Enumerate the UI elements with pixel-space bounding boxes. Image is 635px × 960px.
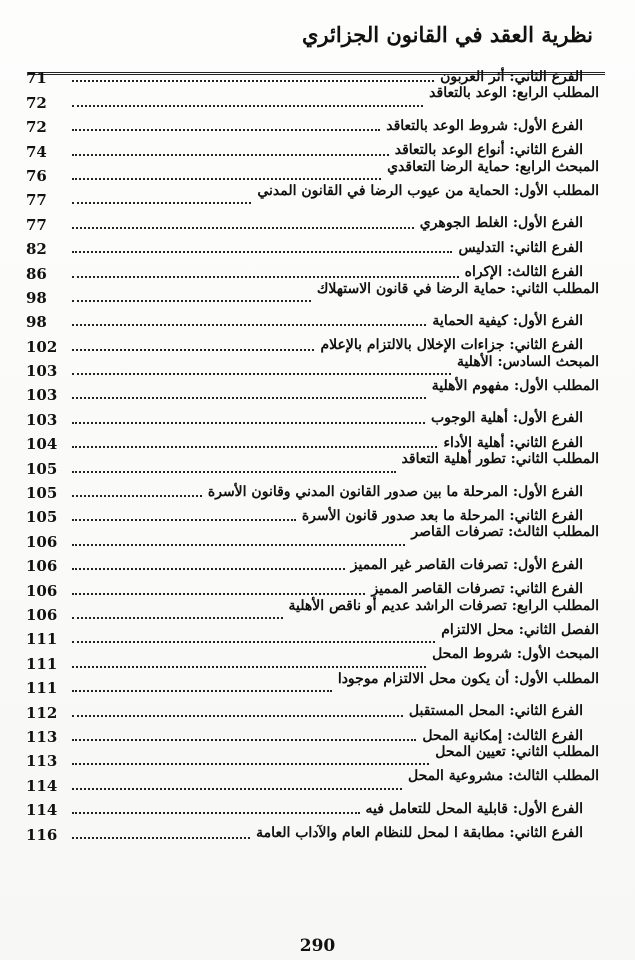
toc-entry-title: المحل المستقبل — [408, 703, 505, 720]
toc-entry-title: التدليس — [458, 239, 505, 256]
toc-entry-label: المطلب الثالث: — [508, 768, 599, 785]
toc-entry — [26, 743, 599, 771]
toc-entry — [26, 377, 599, 405]
toc-entry-text — [302, 508, 583, 524]
toc-entry-text — [256, 825, 583, 841]
dot-leader — [72, 324, 426, 326]
toc-page-number: 98 — [26, 313, 47, 332]
toc-page-number: 102 — [26, 337, 58, 356]
toc-entry — [26, 572, 599, 600]
toc-entry-title: الإكراه — [464, 264, 503, 281]
toc-entry-text — [208, 484, 583, 500]
toc-entry-label: الفرع الأول: — [512, 410, 583, 427]
page-number: 290 — [299, 936, 336, 956]
toc-entry-text — [366, 801, 583, 817]
toc-entry-title: تصرفات الراشد عديم أو ناقص الأهلية — [288, 597, 507, 614]
dot-leader — [72, 276, 459, 278]
dot-leader — [72, 519, 296, 521]
toc-entry-text — [409, 703, 583, 719]
toc-page-number: 105 — [26, 459, 58, 478]
toc-entry-label: الفصل الثاني: — [518, 621, 599, 638]
toc-entry — [26, 401, 599, 429]
toc-entry-text — [435, 744, 599, 760]
toc-page-number: 106 — [26, 581, 58, 600]
toc-entry — [26, 255, 599, 283]
dot-leader — [72, 446, 437, 448]
toc-entry-label: المطلب الثالث: — [508, 524, 599, 541]
toc-entry — [26, 280, 599, 307]
toc-page-number: 111 — [26, 654, 58, 673]
toc-page-number: 72 — [26, 118, 47, 137]
dot-leader — [72, 617, 283, 619]
toc-entry-text — [458, 240, 583, 256]
dot-leader — [72, 373, 451, 375]
toc-entry-text — [371, 581, 583, 597]
dot-leader — [72, 422, 425, 424]
toc-entry — [26, 475, 599, 503]
toc-entry-title: تعيين المحل — [435, 743, 506, 760]
toc-entry-title: إمكانية المحل — [422, 727, 503, 744]
toc-entry-text — [441, 622, 599, 638]
dot-leader — [72, 202, 251, 204]
toc-entry-label: الفرع الثاني: — [509, 581, 583, 598]
toc-entry-title: شروط الوعد بالتعاقد — [386, 117, 508, 134]
toc-entry-label: الفرع الثاني: — [509, 142, 583, 159]
toc-entry-text — [440, 69, 583, 85]
toc-entry-text — [387, 159, 599, 175]
toc-entry-text — [420, 215, 583, 231]
toc-entry-text — [386, 118, 583, 134]
toc-page-number: 114 — [26, 801, 58, 820]
dot-leader — [72, 471, 396, 473]
dot-leader — [72, 739, 416, 741]
dot-leader — [72, 397, 426, 399]
toc-entry-text — [457, 354, 599, 370]
toc-entry-text — [395, 142, 583, 158]
toc-entry-text — [422, 728, 583, 744]
toc-entry — [26, 84, 599, 112]
toc-entry-label: المطلب الأول: — [514, 670, 599, 687]
toc-entry-title: تصرفات القاصر غير المميز — [350, 556, 508, 573]
toc-page-number: 98 — [26, 288, 47, 307]
toc-entry-title: مشروعية المحل — [407, 768, 504, 785]
toc-page-number: 106 — [26, 557, 58, 576]
toc-page-number: 103 — [26, 410, 58, 429]
toc-entry — [26, 767, 599, 795]
toc-entry-title: الوعد بالتعاقد — [429, 85, 507, 102]
toc-entry — [26, 60, 599, 88]
toc-entry-title: حماية الرضا في قانون الاستهلاك — [316, 280, 506, 297]
toc-entry-text — [338, 671, 599, 687]
toc-page-number: 103 — [26, 362, 58, 381]
toc-entry-label: المطلب الثاني: — [510, 280, 599, 297]
header-title: نظرية العقد في القانون الجزائري — [301, 22, 593, 47]
toc-entry-label: الفرع الأول: — [512, 800, 583, 817]
table-of-contents — [26, 60, 599, 844]
toc-entry-title: كيفية الحماية — [432, 312, 508, 329]
toc-page-number: 111 — [26, 630, 58, 649]
dot-leader — [72, 544, 405, 546]
dot-leader — [72, 593, 365, 595]
dot-leader — [72, 349, 314, 351]
toc-entry-label: المبحث الرابع: — [514, 158, 599, 175]
dot-leader — [72, 251, 452, 253]
toc-entry-title: قابلية المحل للتعامل فيه — [365, 800, 508, 817]
toc-entry-label: الفرع الأول: — [512, 556, 583, 573]
toc-entry-title: مطابقة ا لمحل للنظام العام والآداب العامة — [256, 825, 505, 842]
toc-entry-title: تصرفات القاصر المميز — [371, 581, 505, 598]
toc-entry-text — [411, 524, 599, 540]
toc-page-number: 113 — [26, 752, 58, 771]
toc-entry-label: الفرع الثاني: — [509, 69, 583, 85]
toc-entry-text — [408, 768, 599, 784]
toc-entry — [26, 328, 599, 356]
toc-entry-title: شروط المحل — [432, 646, 513, 663]
toc-entry — [26, 597, 599, 624]
toc-entry — [26, 206, 599, 234]
toc-entry — [26, 109, 599, 137]
dot-leader — [72, 80, 434, 82]
toc-entry — [26, 719, 599, 746]
running-header — [0, 22, 635, 52]
toc-entry-title: أهلية الأداء — [443, 434, 505, 451]
toc-entry-label: المطلب الأول: — [514, 182, 599, 199]
toc-entry — [26, 621, 599, 649]
toc-entry-label: الفرع الثالث: — [506, 264, 583, 281]
toc-entry-text — [432, 313, 583, 329]
dot-leader — [72, 495, 202, 497]
toc-page-number: 77 — [26, 215, 47, 234]
toc-entry — [26, 426, 599, 454]
toc-entry — [26, 158, 599, 185]
toc-entry-title: أثر العربون — [440, 69, 505, 85]
toc-entry-title: الغلط الجوهري — [419, 215, 508, 232]
toc-page-number: 71 — [26, 69, 47, 88]
dot-leader — [72, 178, 381, 180]
toc-entry-text — [321, 337, 584, 353]
toc-entry — [26, 353, 599, 381]
toc-entry-title: محل الالتزام — [441, 621, 514, 638]
toc-entry-title: تصرفات القاصر — [411, 524, 504, 541]
dot-leader — [72, 666, 426, 668]
dot-leader — [72, 690, 332, 692]
toc-entry-title: المرحلة ما بين صدور القانون المدني وقانون الأسرة — [207, 483, 508, 500]
toc-entry-label: الفرع الثاني: — [509, 239, 583, 256]
toc-page-number: 116 — [26, 825, 58, 844]
dot-leader — [72, 227, 414, 229]
toc-entry — [26, 792, 599, 820]
dot-leader — [72, 837, 250, 839]
toc-entry-label: الفرع الأول: — [512, 215, 583, 232]
toc-page-number: 76 — [26, 166, 47, 185]
toc-entry-title: الحماية من عيوب الرضا في القانون المدني — [257, 182, 510, 199]
toc-page-number: 104 — [26, 435, 58, 454]
toc-entry-text — [429, 85, 599, 101]
toc-page-number: 114 — [26, 776, 58, 795]
dot-leader — [72, 568, 345, 570]
toc-entry — [26, 670, 599, 698]
toc-entry-label: المبحث السادس: — [497, 353, 599, 370]
toc-entry-text — [432, 378, 599, 394]
toc-entry-label: الفرع الثاني: — [509, 703, 583, 720]
toc-entry-label: الفرع الأول: — [512, 312, 583, 329]
toc-page-number: 113 — [26, 727, 58, 746]
toc-entry-text — [289, 598, 599, 614]
toc-entry-title: جزاءات الإخلال بالالتزام بالإعلام — [320, 337, 505, 354]
dot-leader — [72, 300, 311, 302]
toc-entry-text — [443, 435, 583, 451]
toc-page-number: 103 — [26, 386, 58, 405]
toc-entry-title: أن يكون محل الالتزام موجودا — [337, 670, 510, 687]
toc-entry-label: المبحث الأول: — [516, 646, 599, 663]
toc-entry-title: أنواع الوعد بالتعاقد — [394, 142, 505, 159]
toc-entry-text — [351, 557, 583, 573]
toc-entry-label: الفرع الثاني: — [509, 434, 583, 451]
dot-leader — [72, 105, 423, 107]
toc-page-number: 82 — [26, 240, 47, 259]
toc-page-number: 106 — [26, 532, 58, 551]
toc-entry-text — [402, 451, 599, 467]
toc-entry-text — [257, 183, 599, 199]
toc-entry-title: مفهوم الأهلية — [431, 378, 510, 395]
toc-entry-text — [431, 410, 583, 426]
toc-page-number: 105 — [26, 484, 58, 503]
toc-entry-text — [465, 264, 583, 280]
toc-entry-title: تطور أهلية التعاقد — [401, 451, 506, 468]
toc-entry-label: المطلب الثاني: — [510, 451, 599, 468]
dot-leader — [72, 763, 429, 765]
toc-entry-title: المرحلة ما بعد صدور قانون الأسرة — [301, 508, 505, 525]
toc-entry — [26, 523, 599, 551]
toc-entry — [26, 450, 599, 478]
dot-leader — [72, 154, 389, 156]
dot-leader — [72, 812, 360, 814]
toc-entry — [26, 694, 599, 722]
dot-leader — [72, 788, 402, 790]
toc-entry — [26, 231, 599, 259]
toc-entry — [26, 304, 599, 332]
toc-entry-label: الفرع الأول: — [512, 117, 583, 134]
toc-entry-title: حماية الرضا التعاقدي — [387, 158, 510, 175]
toc-entry-text — [317, 281, 599, 297]
toc-entry-label: الفرع الثاني: — [509, 825, 583, 842]
toc-entry-label: المطلب الرابع: — [511, 85, 599, 102]
toc-entry-title: الأهلية — [456, 353, 493, 370]
toc-page-number: 72 — [26, 93, 47, 112]
toc-entry — [26, 182, 599, 210]
toc-entry-label: الفرع الأول: — [512, 483, 583, 500]
toc-entry — [26, 548, 599, 576]
toc-entry — [26, 816, 599, 844]
dot-leader — [72, 715, 403, 717]
toc-entry — [26, 499, 599, 527]
toc-entry-label: المطلب الثاني: — [510, 743, 599, 760]
toc-entry-label: المطلب الرابع: — [511, 597, 599, 614]
toc-entry — [26, 133, 599, 161]
toc-entry — [26, 645, 599, 673]
toc-page-number: 105 — [26, 508, 58, 527]
toc-entry-title: أهلية الوجوب — [430, 410, 508, 427]
toc-page-number: 86 — [26, 264, 47, 283]
toc-entry-label: الفرع الثاني: — [509, 508, 583, 525]
toc-entry-label: الفرع الثالث: — [506, 727, 583, 744]
toc-page-number: 74 — [26, 142, 47, 161]
toc-page-number: 77 — [26, 191, 47, 210]
dot-leader — [72, 129, 380, 131]
dot-leader — [72, 641, 435, 643]
toc-entry-text — [432, 646, 599, 662]
toc-page-number: 111 — [26, 679, 58, 698]
toc-page-number: 112 — [26, 703, 58, 722]
toc-entry-label: المطلب الأول: — [514, 378, 599, 395]
toc-entry-label: الفرع الثاني: — [509, 337, 583, 354]
toc-page-number: 106 — [26, 605, 58, 624]
